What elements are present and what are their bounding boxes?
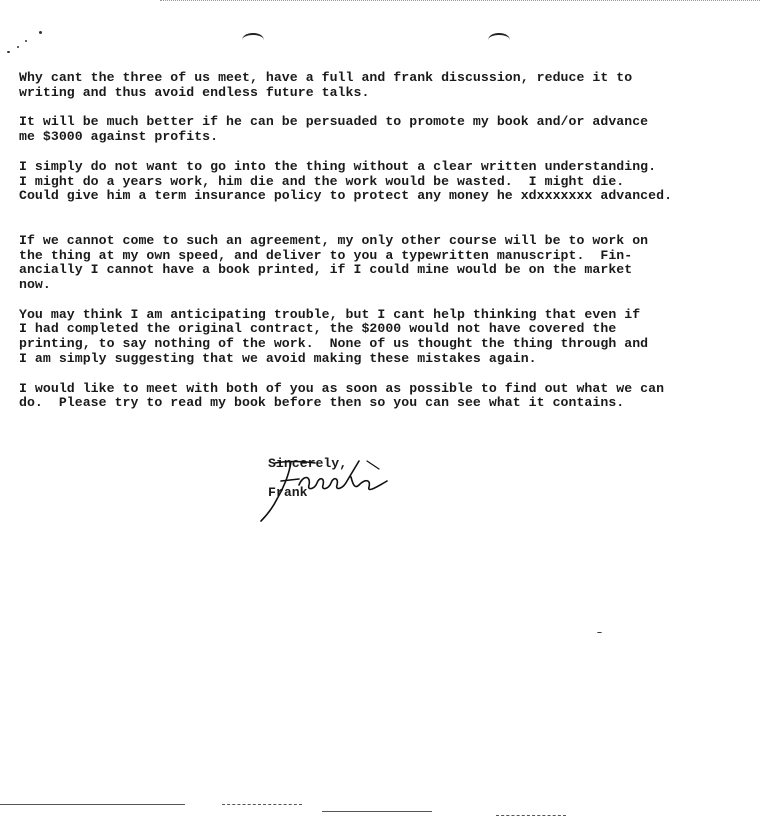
punch-mark-left bbox=[242, 33, 264, 47]
bottom-rule bbox=[322, 811, 432, 812]
paragraph-understanding: I simply do not want to go into the thing without a clear written understanding. I might do a years work, him die and the work would be wasted. I might die. Could give him a term insurance policy to protect any money he xdxxxxxxx advanced. bbox=[19, 158, 673, 204]
typed-name: Frank bbox=[268, 485, 308, 500]
bottom-rule bbox=[222, 804, 302, 805]
bottom-rule bbox=[496, 815, 566, 816]
punch-mark-right bbox=[488, 33, 510, 47]
paragraph-meeting: Why cant the three of us meet, have a full and frank discussion, reduce it to writing and thus avoid endless future talks. bbox=[19, 70, 633, 100]
paragraph-agreement: If we cannot come to such an agreement, my only other course will be to work on the thing at my own speed, and deliver to you a typewritten manuscript. Fin- ancially I cannot have a book printed, if I could mine would be on the market now. bbox=[19, 232, 649, 293]
speck bbox=[25, 40, 27, 42]
handwritten-signature bbox=[255, 455, 395, 525]
speck bbox=[597, 632, 602, 633]
bottom-rule bbox=[0, 804, 185, 805]
letter-body bbox=[19, 71, 754, 426]
top-edge-dots bbox=[160, 0, 760, 2]
paragraph-trouble: You may think I am anticipating trouble, but I cant help thinking that even if I had completed the original contract, the $2000 would not have covered the printing, to say nothing of the work. None of us thought the thing through and I am simply suggesting that we avoid making these mistakes again. bbox=[19, 306, 649, 366]
speck bbox=[39, 31, 42, 34]
paragraph-promote: It will be much better if he can be persuaded to promote my book and/or advance me $3000 against profits. bbox=[19, 114, 649, 145]
paragraph-closing-request: I would like to meet with both of you as soon as possible to find out what we can do. Please try to read my book before then so you can see what it contains. bbox=[19, 380, 665, 411]
closing-salutation: Sincerely, bbox=[268, 456, 348, 471]
speck bbox=[17, 46, 19, 48]
speck bbox=[7, 51, 10, 53]
